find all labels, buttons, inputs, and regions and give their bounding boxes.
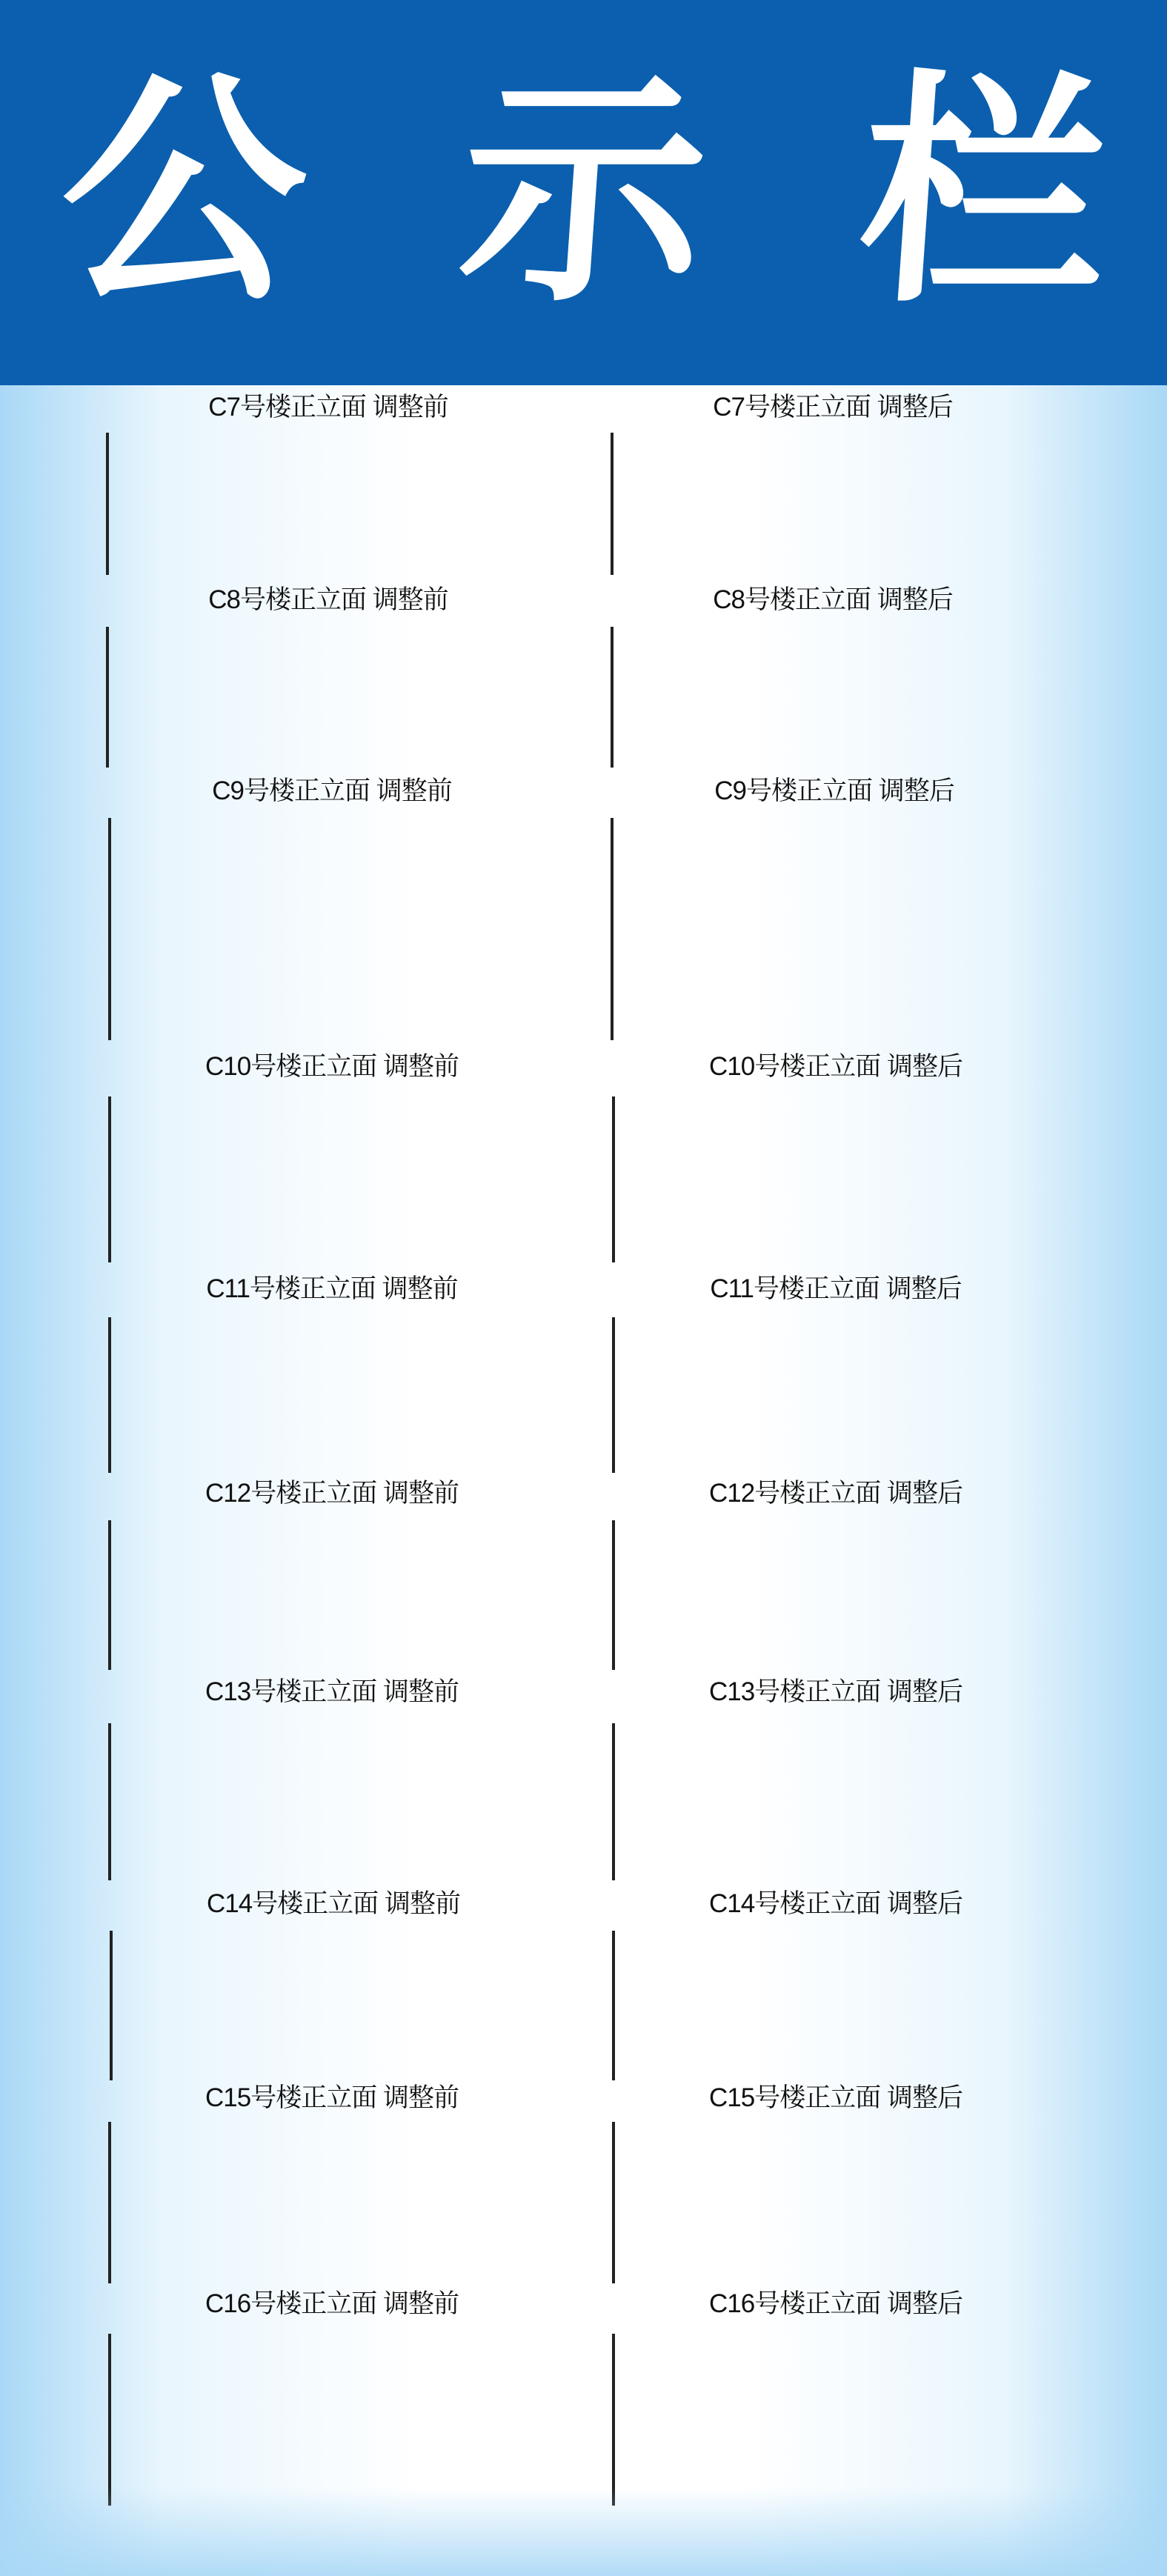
after-caption: C16号楼正立面 调整后 <box>709 2289 962 2318</box>
after-elevation-drawing <box>612 1931 615 2080</box>
comparison-row <box>0 2288 1167 2507</box>
after-elevation-drawing <box>611 627 614 768</box>
before-elevation-drawing <box>108 1723 111 1880</box>
bottom-gradient <box>0 2487 1167 2576</box>
comparison-row <box>0 1477 1167 1671</box>
before-elevation-drawing <box>108 1317 111 1473</box>
before-caption: C13号楼正立面 调整前 <box>205 1677 459 1706</box>
after-elevation-drawing <box>612 1096 615 1262</box>
title-char-3: 栏 <box>851 47 1117 335</box>
comparison-row <box>0 1676 1167 1882</box>
after-caption: C11号楼正立面 调整后 <box>710 1274 962 1303</box>
comparison-row <box>0 2082 1167 2283</box>
after-elevation-drawing <box>612 1317 615 1473</box>
after-caption: C12号楼正立面 调整后 <box>709 1479 962 1508</box>
comparison-row <box>0 584 1167 769</box>
before-elevation-drawing <box>108 2334 111 2506</box>
after-elevation-drawing <box>611 818 614 1040</box>
before-elevation-drawing <box>106 433 109 575</box>
after-elevation-drawing <box>612 1520 615 1670</box>
after-caption: C14号楼正立面 调整后 <box>709 1889 962 1918</box>
before-caption: C8号楼正立面 调整前 <box>208 585 448 614</box>
before-elevation-drawing <box>108 2122 111 2283</box>
comparison-row <box>0 1888 1167 2082</box>
comparison-row <box>0 391 1167 576</box>
comparison-row <box>0 1273 1167 1474</box>
before-elevation-drawing <box>108 1520 111 1670</box>
before-caption: C12号楼正立面 调整前 <box>205 1479 459 1508</box>
after-elevation-drawing <box>612 2334 615 2506</box>
before-elevation-drawing <box>108 1096 111 1262</box>
after-elevation-drawing <box>612 1723 615 1880</box>
before-caption: C11号楼正立面 调整前 <box>206 1274 458 1303</box>
before-elevation-drawing <box>108 818 111 1040</box>
after-caption: C7号楼正立面 调整后 <box>713 393 953 422</box>
after-caption: C10号楼正立面 调整后 <box>709 1052 962 1081</box>
page-title <box>0 43 1167 339</box>
before-caption: C15号楼正立面 调整前 <box>205 2083 459 2112</box>
header-banner <box>0 0 1167 385</box>
title-char-1: 公 <box>50 47 316 335</box>
after-elevation-drawing <box>611 433 614 575</box>
before-caption: C9号楼正立面 调整前 <box>212 776 452 805</box>
before-elevation-drawing <box>110 1931 113 2080</box>
after-caption: C15号楼正立面 调整后 <box>709 2083 962 2112</box>
after-elevation-drawing <box>612 2122 615 2283</box>
comparison-row <box>0 775 1167 1042</box>
before-caption: C16号楼正立面 调整前 <box>205 2289 459 2318</box>
after-caption: C13号楼正立面 调整后 <box>709 1677 962 1706</box>
after-caption: C9号楼正立面 调整后 <box>714 776 954 805</box>
title-char-2: 示 <box>450 47 717 335</box>
before-caption: C10号楼正立面 调整前 <box>205 1052 459 1081</box>
before-caption: C7号楼正立面 调整前 <box>208 393 448 422</box>
before-caption: C14号楼正立面 调整前 <box>207 1889 460 1918</box>
comparison-row <box>0 1051 1167 1265</box>
before-elevation-drawing <box>106 627 109 768</box>
after-caption: C8号楼正立面 调整后 <box>713 585 953 614</box>
